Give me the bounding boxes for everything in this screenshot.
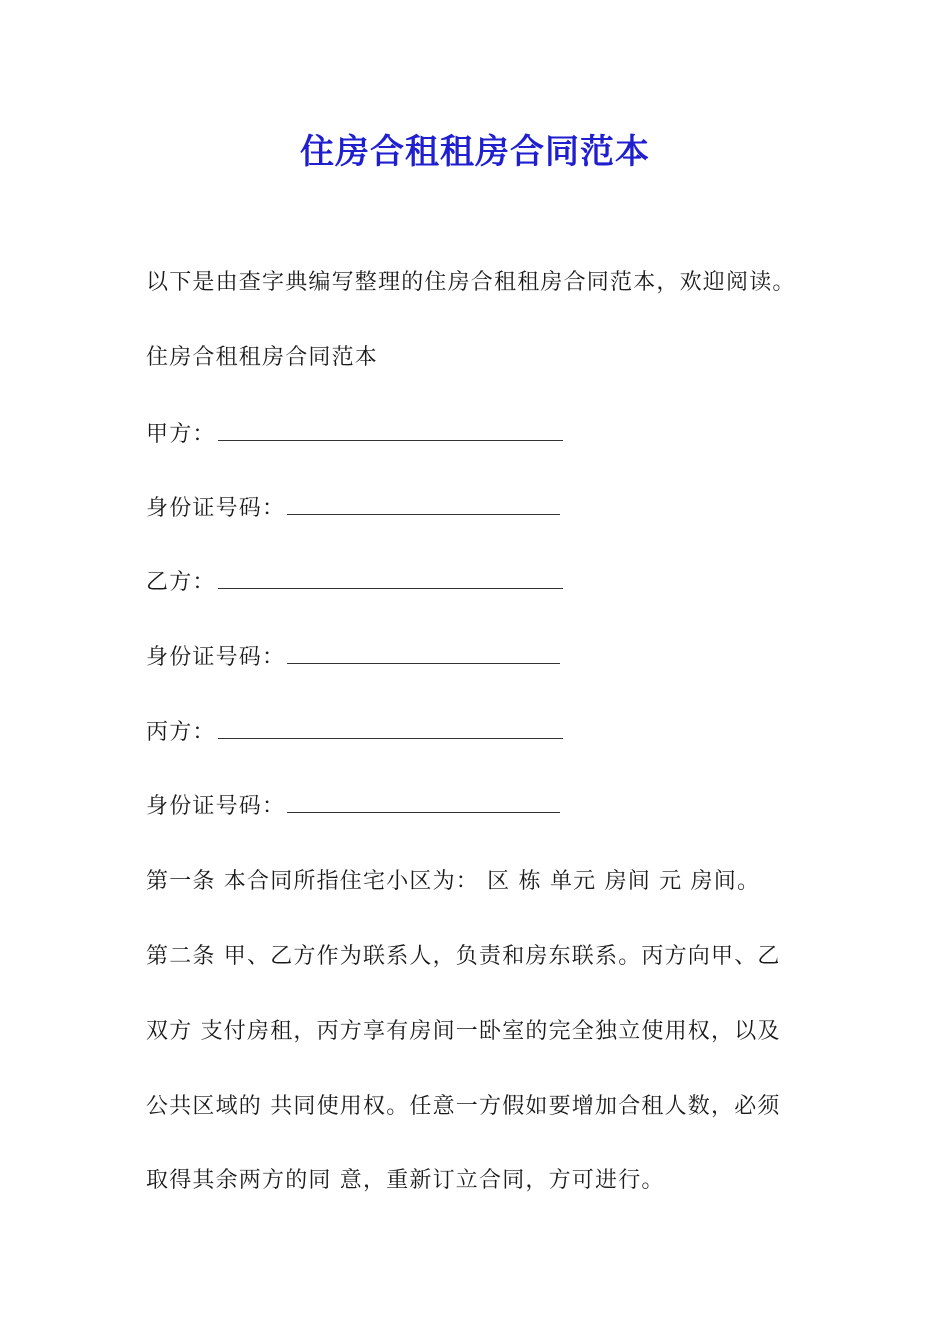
party-c-field — [146, 718, 826, 748]
contract-subtitle: 住房合租租房合同范本 — [146, 345, 379, 370]
party-c-blank-line — [218, 718, 563, 739]
party-b-id-field — [146, 643, 826, 673]
party-b-id-blank-line — [287, 643, 560, 664]
party-b-blank-line — [218, 568, 563, 589]
party-b-field — [146, 568, 826, 598]
clause-1: 第一条 本合同所指住宅小区为： 区 栋 单元 房间 元 房间。 — [146, 869, 761, 894]
party-c-id-field — [146, 792, 826, 822]
party-c-id-blank-line — [287, 792, 560, 813]
clause-2-line-4: 取得其余两方的同 意，重新订立合同，方可进行。 — [146, 1168, 665, 1193]
party-b-label: 乙方： — [146, 570, 216, 595]
party-c-label: 丙方： — [146, 720, 216, 745]
party-a-id-label: 身份证号码： — [146, 496, 286, 521]
party-a-label: 甲方： — [146, 422, 216, 447]
party-a-id-field — [146, 494, 826, 524]
party-b-id-label: 身份证号码： — [146, 645, 286, 670]
party-c-id-label: 身份证号码： — [146, 794, 286, 819]
intro-paragraph: 以下是由查字典编写整理的住房合租租房合同范本，欢迎阅读。 — [146, 270, 796, 295]
clause-2-line-3: 公共区域的 共同使用权。任意一方假如要增加合租人数，必须 — [146, 1094, 781, 1119]
clause-2-line-2: 双方 支付房租，丙方享有房间一卧室的完全独立使用权，以及 — [146, 1019, 781, 1044]
party-a-blank-line — [218, 420, 563, 441]
clause-2-line-1: 第二条 甲、乙方作为联系人，负责和房东联系。丙方向甲、乙 — [146, 944, 781, 969]
document-title: 住房合租租房合同范本 — [300, 132, 650, 172]
party-a-field — [146, 420, 826, 450]
party-a-id-blank-line — [287, 494, 560, 515]
